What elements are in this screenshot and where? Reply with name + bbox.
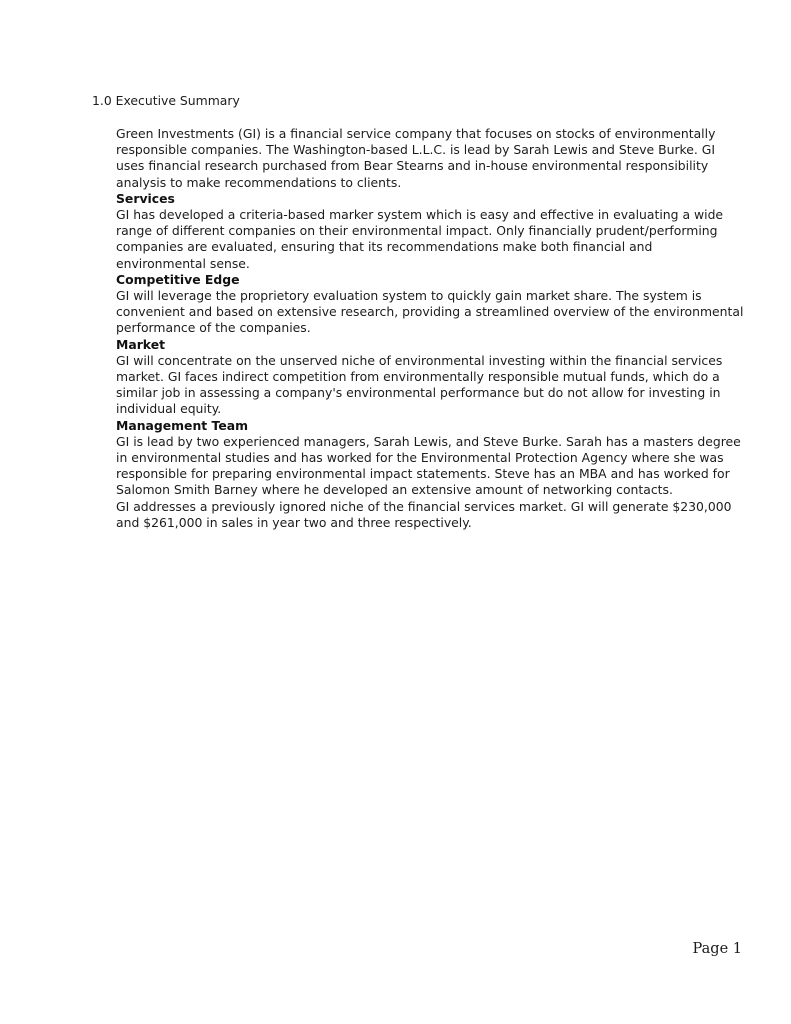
intro-paragraph: Green Investments (GI) is a financial service company that focuses on stocks of environmentally responsible companies. The Washington-based L.L.C. is lead by Sarah Lewis and Steve Burke. GI uses financial research purchased from Bear Stearns and in-house environmental responsibility analysis to make recommendations to clients. (116, 126, 716, 190)
page-title: 1.0 Executive Summary (92, 93, 240, 108)
section-heading-services: Services (116, 190, 175, 206)
section-body-management-team: GI is lead by two experienced managers, Sarah Lewis, and Steve Burke. Sarah has a masters degree in environmental studies and has worked for the Environmental Protection Agency where she was responsible for preparing environmental impact statements. Steve has an MBA and has worked for Salomon Smith Barney where he developed an extensive amount of networking contacts. (116, 433, 741, 498)
document-content (116, 126, 746, 531)
closing-paragraph: GI addresses a previously ignored niche of the financial services market. GI will generate $230,000 and $261,000 in sales in year two and three respectively. (116, 498, 732, 530)
section-body-market: GI will concentrate on the unserved niche of environmental investing within the financial services market. GI faces indirect competition from environmentally responsible mutual funds, which do a similar job in assessing a company's environmental performance but do not allow for investing in individual equity. (116, 352, 723, 417)
section-body-competitive-edge: GI will leverage the proprietory evaluation system to quickly gain market share. The system is convenient and based on extensive research, providing a streamlined overview of the environmental performance of the companies. (116, 288, 744, 336)
section-heading-competitive-edge: Competitive Edge (116, 271, 240, 287)
page-number-footer: Page 1 (692, 941, 742, 957)
section-heading-market: Market (116, 336, 166, 352)
section-body-services: GI has developed a criteria-based marker system which is easy and effective in evaluating a wide range of different companies on their environmental impact. Only financially prudent/performing companies are evaluated, ensuring that its recommendations make both financial and environmental sense. (116, 207, 724, 271)
section-heading-management-team: Management Team (116, 417, 249, 433)
